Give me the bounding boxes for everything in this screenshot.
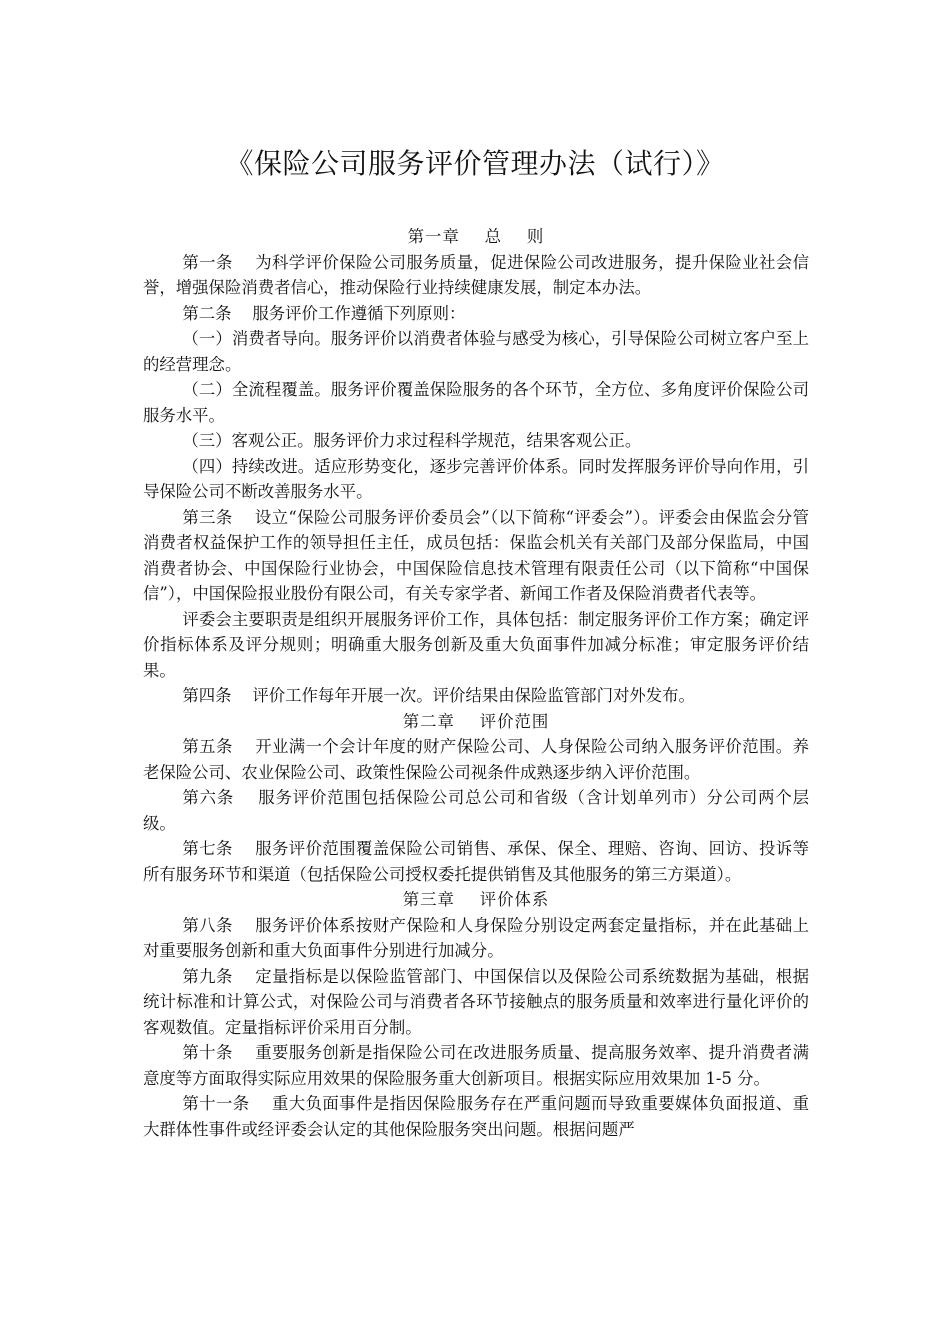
article-2: 第二条 服务评价工作遵循下列原则： <box>182 303 466 323</box>
document-body <box>143 224 809 1142</box>
article-4: 第四条 评价工作每年开展一次。评价结果由保险监管部门对外发布。 <box>182 686 695 705</box>
article-6: 第六条 服务评价范围包括保险公司总公司和省级（含计划单列市）分公司两个层级。 <box>143 788 809 833</box>
article-3: 第三条 设立“保险公司服务评价委员会”（以下简称“评委会”）。评委会由保监会分管消费者权益保护工作的领导担任主任，成员包括：保监会机关有关部门及部分保监局，中国消费者协会、中国保险行业协会，中国保险信息技术管理有限责任公司（以下简称“中国保信”），中国保险报业股份有限公司，有关专家学者、新闻工作者及保险消费者代表等。 <box>143 507 809 603</box>
chapter-heading-3: 第三章 评价体系 <box>402 890 550 909</box>
committee-duties: 评委会主要职责是组织开展服务评价工作，具体包括：制定服务评价工作方案；确定评价指标体系及评分规则；明确重大服务创新及重大负面事件加减分标准；审定服务评价结果。 <box>143 609 809 680</box>
article-7: 第七条 服务评价范围覆盖保险公司销售、承保、保全、理赔、咨询、回访、投诉等所有服务环节和渠道（包括保险公司授权委托提供销售及其他服务的第三方渠道）。 <box>143 839 809 884</box>
document-title: 《保险公司服务评价管理办法（试行）》 <box>225 147 725 180</box>
principle-4: （四）持续改进。适应形势变化，逐步完善评价体系。同时发挥服务评价导向作用，引导保险公司不断改善服务水平。 <box>143 456 809 501</box>
principle-1: （一）消费者导向。服务评价以消费者体验与感受为核心，引导保险公司树立客户至上的经营理念。 <box>143 329 809 374</box>
article-10: 第十条 重要服务创新是指保险公司在改进服务质量、提高服务效率、提升消费者满意度等方面取得实际应用效果的保险服务重大创新项目。根据实际应用效果加 1-5 分。 <box>143 1043 809 1088</box>
article-11: 第十一条 重大负面事件是指因保险服务存在严重问题而导致重要媒体负面报道、重大群体性事件或经评委会认定的其他保险服务突出问题。根据问题严 <box>143 1094 809 1139</box>
article-9: 第九条 定量指标是以保险监管部门、中国保信以及保险公司系统数据为基础，根据统计标准和计算公式，对保险公司与消费者各环节接触点的服务质量和效率进行量化评价的客观数值。定量指标评价采用百分制。 <box>143 966 809 1037</box>
principle-3: （三）客观公正。服务评价力求过程科学规范，结果客观公正。 <box>182 431 642 450</box>
article-1: 第一条 为科学评价保险公司服务质量，促进保险公司改进服务，提升保险业社会信誉，增强保险消费者信心，推动保险行业持续健康发展，制定本办法。 <box>143 252 809 297</box>
article-5: 第五条 开业满一个会计年度的财产保险公司、人身保险公司纳入服务评价范围。养老保险公司、农业保险公司、政策性保险公司视条件成熟逐步纳入评价范围。 <box>143 737 809 782</box>
chapter-heading-1: 第一章 总 则 <box>407 227 545 246</box>
principle-2: （二）全流程覆盖。服务评价覆盖保险服务的各个环节，全方位、多角度评价保险公司服务水平。 <box>143 380 809 425</box>
article-8: 第八条 服务评价体系按财产保险和人身保险分别设定两套定量指标，并在此基础上对重要服务创新和重大负面事件分别进行加减分。 <box>143 915 809 960</box>
chapter-heading-2: 第二章 评价范围 <box>402 711 550 731</box>
